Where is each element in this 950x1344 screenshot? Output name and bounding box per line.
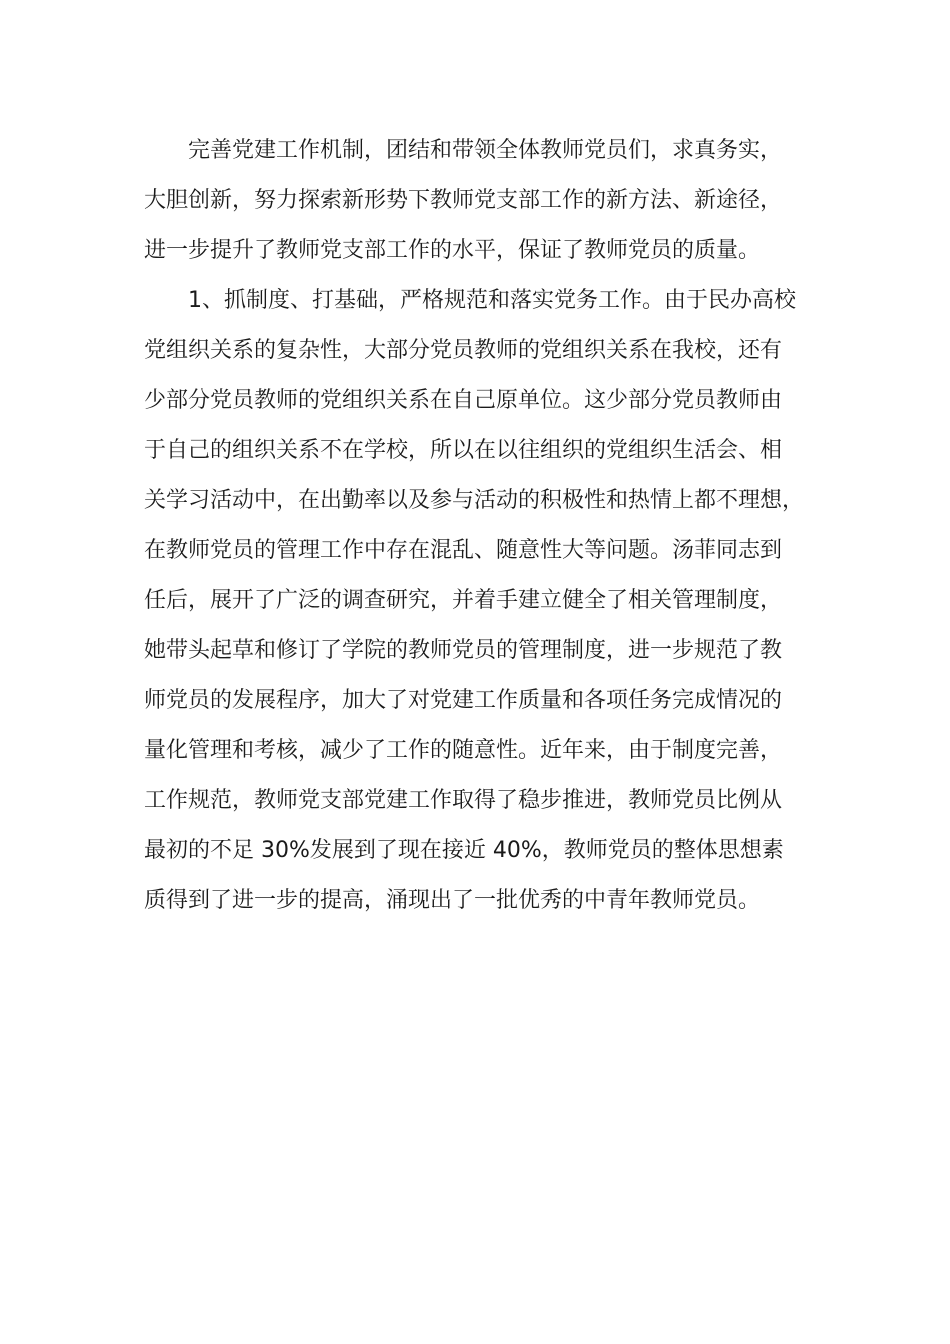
text-line: 量化管理和考核，减少了工作的随意性。近年来，由于制度完善， bbox=[144, 738, 783, 763]
text-line: 师党员的发展程序，加大了对党建工作质量和各项任务完成情况的 bbox=[144, 688, 783, 713]
text-line: 任后，展开了广泛的调查研究，并着手建立健全了相关管理制度， bbox=[144, 588, 783, 613]
text-line: 大胆创新，努力探索新形势下教师党支部工作的新方法、新途径， bbox=[144, 188, 783, 213]
text-line: 最初的不足 30%发展到了现在接近 40%，教师党员的整体思想素 bbox=[144, 838, 784, 863]
text-line: 党组织关系的复杂性，大部分党员教师的党组织关系在我校，还有 bbox=[144, 338, 783, 363]
text-line: 进一步提升了教师党支部工作的水平，保证了教师党员的质量。 bbox=[144, 238, 761, 263]
text-line: 关学习活动中，在出勤率以及参与活动的积极性和热情上都不理想， bbox=[144, 488, 805, 513]
text-line: 在教师党员的管理工作中存在混乱、随意性大等问题。汤菲同志到 bbox=[144, 538, 783, 563]
document-body bbox=[144, 126, 834, 926]
text-line: 1、抓制度、打基础，严格规范和落实党务工作。由于民办高校 bbox=[188, 288, 796, 313]
paragraph-intro bbox=[144, 126, 834, 276]
text-line: 她带头起草和修订了学院的教师党员的管理制度，进一步规范了教 bbox=[144, 638, 783, 663]
text-line: 工作规范，教师党支部党建工作取得了稳步推进，教师党员比例从 bbox=[144, 788, 783, 813]
text-line: 少部分党员教师的党组织关系在自己原单位。这少部分党员教师由 bbox=[144, 388, 783, 413]
text-line: 于自己的组织关系不在学校，所以在以往组织的党组织生活会、相 bbox=[144, 438, 783, 463]
text-line: 完善党建工作机制，团结和带领全体教师党员们，求真务实， bbox=[188, 138, 783, 163]
text-line: 质得到了进一步的提高，涌现出了一批优秀的中青年教师党员。 bbox=[144, 888, 761, 913]
paragraph-system-building bbox=[144, 276, 834, 926]
